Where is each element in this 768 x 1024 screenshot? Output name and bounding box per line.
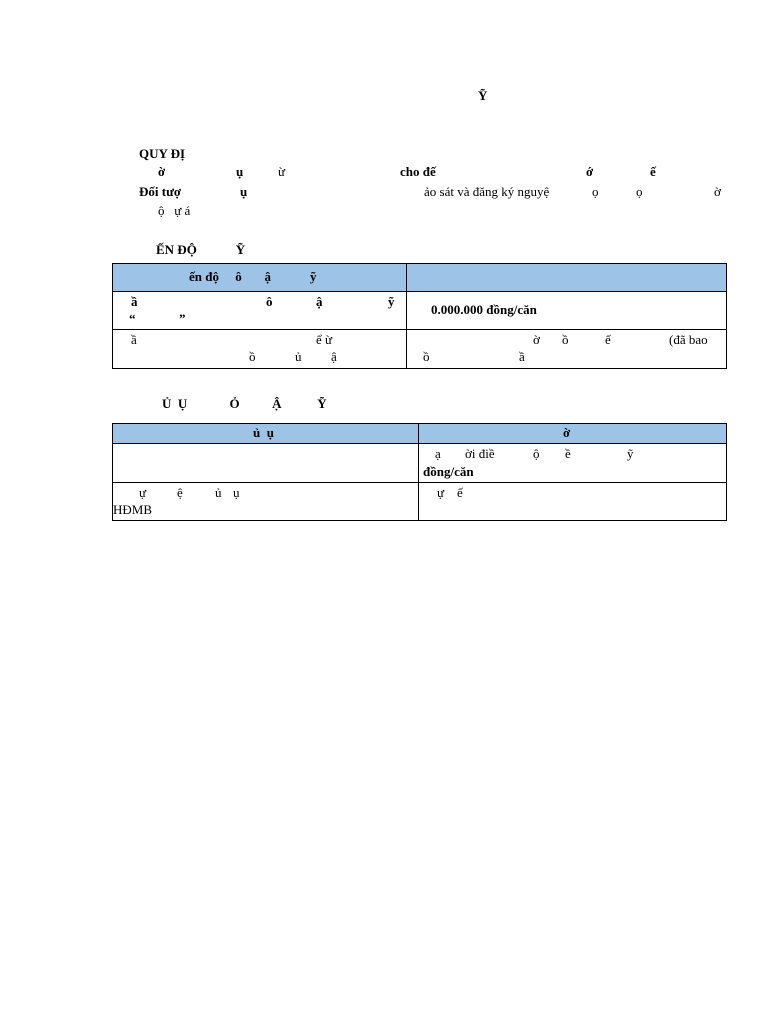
procedure-row1-right-4: ề [565, 446, 571, 461]
procedure-row1-right-1: ạ [435, 446, 441, 461]
regulation-line-2-c: ảo sát và đăng ký nguyệ [424, 184, 550, 199]
procedure-row1-left-cell [113, 444, 419, 483]
procedure-row2-left-4: ụ [233, 485, 240, 500]
progress-row2-left-4: ủ [295, 349, 302, 364]
progress-row1-amount: 0.000.000 đồng/căn [431, 302, 537, 317]
progress-row2-right-2: ồ [562, 332, 569, 347]
progress-header-cell-left [113, 264, 407, 292]
progress-row2-left-2: ể ừ [316, 332, 333, 347]
progress-row1-left-6: ” [179, 311, 186, 326]
regulation-line-2-b: ụ [240, 184, 248, 199]
procedure-table-header [113, 424, 727, 444]
progress-row1-left-cell [113, 292, 407, 330]
section-heading-regulation: QUY ĐỊ [139, 146, 186, 161]
progress-row1-left-2: ô [266, 294, 273, 309]
regulation-line-1-a: ờ [158, 164, 166, 179]
progress-table-row-1 [113, 292, 727, 330]
procedure-row1-right-2: ời điề [465, 446, 495, 461]
document-title: Ỹ [478, 88, 488, 103]
progress-row2-left-5: ậ [331, 349, 337, 364]
regulation-line-2-f: ờ [714, 184, 721, 199]
progress-row2-left-1: ầ [131, 332, 137, 347]
progress-header-left-text: ến độ ô ậ ỹ [189, 269, 317, 284]
procedure-table-row-2 [113, 483, 727, 521]
procedure-header-cell-left [113, 424, 419, 444]
progress-row2-left-cell [113, 330, 407, 369]
procedure-header-right-text: ờ [563, 425, 571, 440]
progress-row1-right-cell [407, 292, 727, 330]
procedure-row2-left-1: ự [139, 485, 147, 500]
regulation-line-1-e: ớ [586, 164, 594, 179]
regulation-line-1-c: ừ [278, 164, 286, 179]
regulation-line-1-b: ụ [236, 164, 244, 179]
progress-table [112, 263, 727, 369]
procedure-row1-right-unit: đồng/căn [423, 464, 474, 479]
procedure-row1-right-cell [419, 444, 727, 483]
progress-row1-left-5: “ [129, 311, 136, 326]
progress-header-cell-right [407, 264, 727, 292]
regulation-line-1-f: ế [650, 164, 656, 179]
progress-row2-right-6: ầ [519, 349, 525, 364]
procedure-table [112, 423, 727, 521]
procedure-row1-right-3: ộ [533, 446, 540, 461]
progress-row2-right-4: (đã bao [669, 332, 708, 347]
procedure-table-row-1 [113, 444, 727, 483]
procedure-row2-right-1: ự ế [437, 485, 463, 500]
regulation-line-3: ộ ự á [158, 203, 191, 218]
procedure-row2-left-cell [113, 483, 419, 521]
progress-row1-left-1: ầ [131, 294, 138, 309]
procedure-row2-left-2: ệ [177, 485, 183, 500]
regulation-line-2-a: Đối tượ [139, 184, 182, 199]
progress-row2-left-3: ồ [249, 349, 256, 364]
procedure-row2-left-3: ủ [215, 485, 222, 500]
progress-row2-right-cell [407, 330, 727, 369]
progress-row1-left-3: ậ [316, 294, 323, 309]
procedure-header-left-text: ủ ụ [253, 425, 274, 440]
progress-table-row-2 [113, 330, 727, 369]
section-heading-progress: ẾN ĐỘ Ỹ [156, 242, 246, 257]
procedure-header-cell-right [419, 424, 727, 444]
procedure-row2-left-code: HĐMB [113, 502, 153, 517]
regulation-line-2-d: ọ [592, 184, 599, 199]
regulation-line-1-d: cho đế [400, 164, 436, 179]
progress-table-header [113, 264, 727, 292]
procedure-row1-right-5: ỹ [627, 446, 634, 461]
progress-row2-right-5: ồ [423, 349, 430, 364]
section-heading-procedure: Ủ Ụ Ỏ Ậ Ỹ [162, 396, 327, 411]
progress-row2-right-3: ế [605, 332, 611, 347]
regulation-line-2-e: ọ [636, 184, 643, 199]
progress-row1-left-4: ỹ [388, 294, 395, 309]
progress-row2-right-1: ờ [533, 332, 540, 347]
procedure-row2-right-cell [419, 483, 727, 521]
